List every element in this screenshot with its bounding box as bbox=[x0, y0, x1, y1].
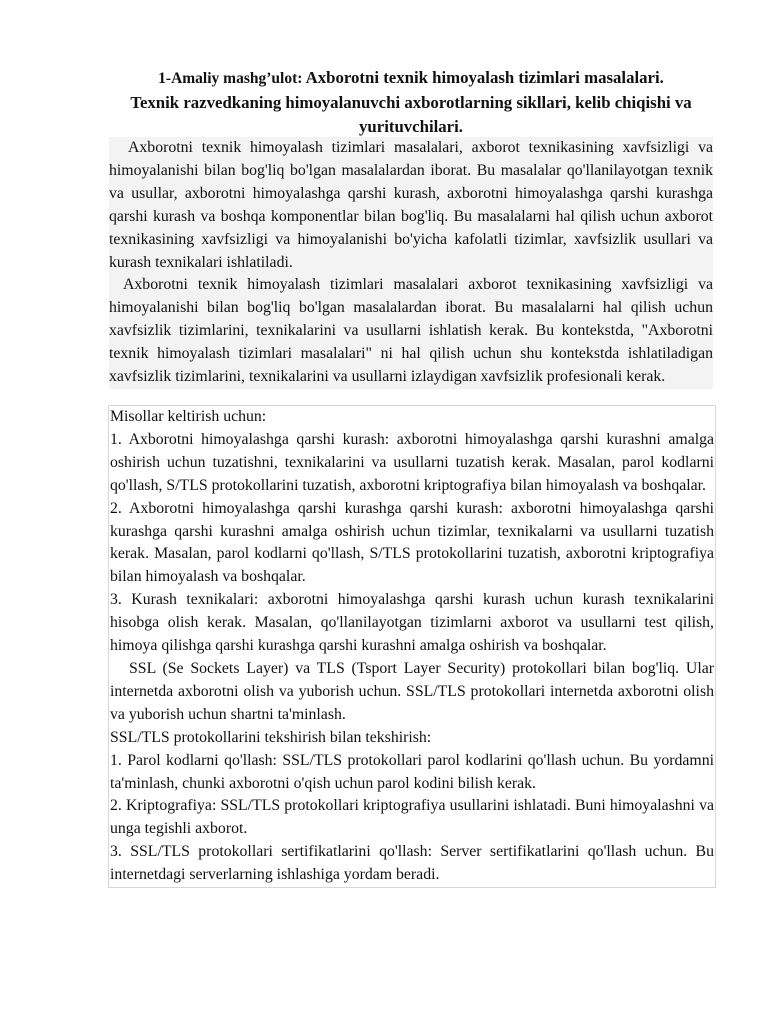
title-prefix: 1-Amaliy mashg’ulot: bbox=[158, 70, 303, 87]
check-heading: SSL/TLS protokollarini tekshirish bilan tekshirish: bbox=[110, 728, 432, 746]
example-item-3: 3. Kurash texnikalari: axborotni himoyalashga qarshi kurash uchun kurash texnikalarini hisobga olish kerak. Masalan, qo'llanilayotgan tizimlarni axborot va usullarni test qilish, himoya qilishga qarshi kurashga qarshi kurashni amalga oshirish va boshqalar. bbox=[110, 591, 714, 655]
check-item-1: 1. Parol kodlarni qo'llash: SSL/TLS protokollari parol kodlarini qo'llash uchun. Bu yordamni ta'minlash, chunki axborotni o'qish uchun parol kodini bilish kerak. bbox=[110, 751, 714, 792]
document-title bbox=[108, 66, 714, 139]
check-item-2: 2. Kriptografiya: SSL/TLS protokollari kriptografiya usullarini ishlatadi. Buni himoyalashni va unga tegishli axborot. bbox=[110, 797, 714, 838]
example-item-2: 2. Axborotni himoyalashga qarshi kurashga qarshi kurash: axborotni himoyalashga qarshi kurashga qarshi kurashni amalga oshirish uchun tizimlar, texnikalarni va usullarni tuzatish kerak. Masalan, parol kodlarni qo'llash, S/TLS protokollarini tuzatish, axborotni kriptografiya bilan himoyalash va boshqalar. bbox=[110, 499, 714, 586]
check-item-3: 3. SSL/TLS protokollari sertifikatlarini qo'llash: Server sertifikatlarini qo'llash uchun. Bu internetdagi serverlarning ishlashiga yordam beradi. bbox=[110, 843, 714, 884]
intro-paragraph-2: Axborotni texnik himoyalash tizimlari masalalari axborot texnikasining xavfsizligi va himoyalanishi bilan bog'liq bo'lgan masalalardan iborat. Bu masalalarni hal qilish uchun xavfsizlik tizimlarini, texnikalarini va usullarni ishlatish kerak. Bu kontekstda, "Axborotni texnik himoyalash tizimlari masalalari" ni hal qilish uchun shu kontekstda ishlatiladigan xavfsizlik tizimlarini, texnikalarini va usullarni izlaydigan xavfsizlik profesionali kerak. bbox=[109, 274, 713, 389]
title-line1-rest: Axborotni texnik himoyalash tizimlari masalalari. bbox=[302, 68, 664, 87]
example-item-1: 1. Axborotni himoyalashga qarshi kurash: axborotni himoyalashga qarshi kurashni amalga oshirish uchun tuzatishni, texnikalarini va usullarni tuzatish kerak. Masalan, parol kodlarni qo'llash, S/TLS protokollarini tuzatish, axborotni kriptografiya bilan himoyalash va boshqalar. bbox=[110, 430, 714, 494]
ssl-paragraph: SSL (Se Sockets Layer) va TLS (Tsport Layer Security) protokollari bilan bog'liq. Ular internetda axborotni olish va yuborish uchun. SSL/TLS protokollari internetda axborotni olish va yuborish uchun shartni ta'minlash. bbox=[110, 659, 714, 723]
title-line-2: Texnik razvedkaning himoyalanuvchi axborotlarning sikllari, kelib chiqishi va yurituvchilari. bbox=[130, 93, 692, 136]
examples-section bbox=[108, 405, 716, 888]
examples-heading: Misollar keltirish uchun: bbox=[110, 408, 267, 425]
title-line-1 bbox=[108, 66, 714, 91]
intro-section bbox=[109, 137, 713, 389]
intro-paragraph-1: Axborotni texnik himoyalash tizimlari masalalari, axborot texnikasining xavfsizligi va himoyalanishi bilan bog'liq bo'lgan masalalardan iborat. Bu masalalar qo'llanilayotgan texnik va usullar, axborotni himoyalashga qarshi kurash, axborotni himoyalashga qarshi kurashga qarshi kurash va boshqa komponentlar bilan bog'liq. Bu masalalarni hal qilish uchun axborot texnikasining xavfsizligi va himoyalanishi bo'yicha kafolatli tizimlar, xavfsizlik usullari va kurash texnikalari ishlatiladi. bbox=[109, 137, 713, 274]
